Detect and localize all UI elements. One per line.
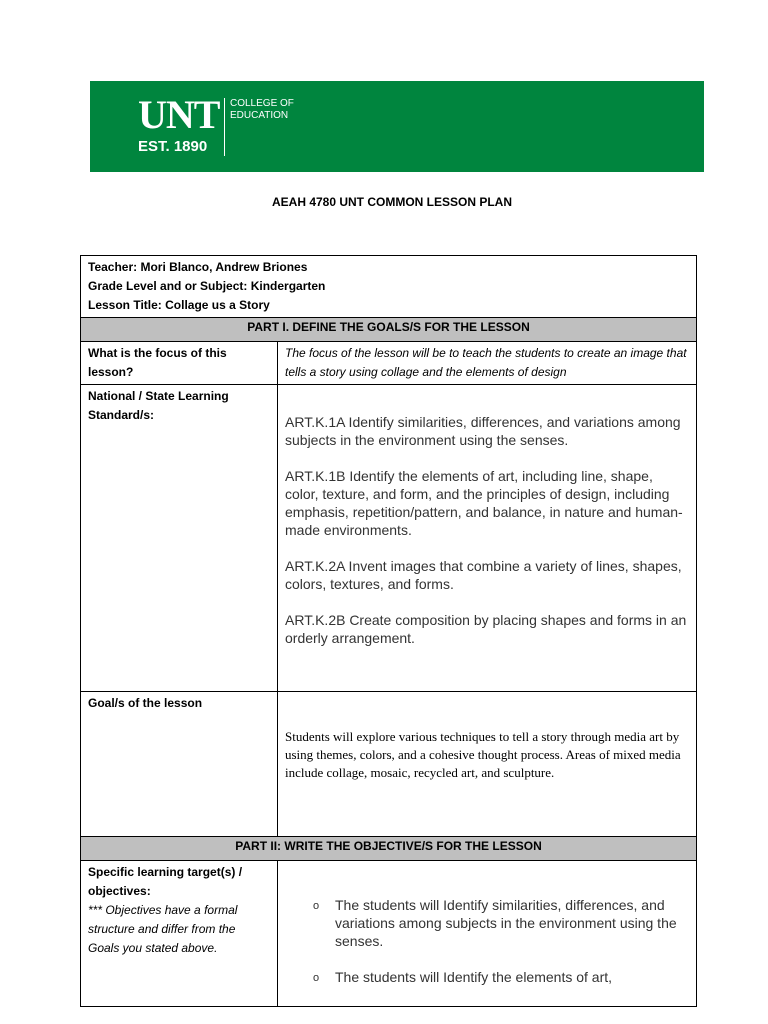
standards-row (81, 385, 697, 692)
college-name (230, 98, 294, 122)
objective-item (313, 968, 689, 986)
standards-label: National / State Learning Standard/s: (88, 389, 229, 422)
lesson-title-line: Lesson Title: Collage us a Story (88, 298, 270, 312)
part2-heading-row (81, 837, 697, 861)
bullet-circle-icon: o (313, 972, 320, 984)
standard-item: ART.K.2A Invent images that combine a variety of lines, shapes, colors, textures, and forms. (285, 558, 682, 592)
grade-line: Grade Level and or Subject: Kindergarten (88, 279, 326, 293)
objectives-label: Specific learning target(s) / objectives: (88, 865, 243, 898)
focus-label-cell (81, 342, 278, 385)
focus-text: The focus of the lesson will be to teach the students to create an image that tells a story using collage and the elements of design (285, 346, 687, 379)
objectives-list (285, 896, 689, 986)
objective-text: The students will Identify similarities, differences, and variations among subjects in the environment using the senses. (335, 897, 677, 949)
standard-item: ART.K.1A Identify similarities, differences, and variations among subjects in the environment using the senses. (285, 414, 681, 448)
unt-banner (90, 81, 704, 172)
goals-text: Students will explore various techniques to tell a story through media art by using themes, colors, and a cohesive thought process. Areas of mixed media include collage, mosaic, recycled art, and sculpture. (285, 729, 681, 780)
objective-item (313, 896, 689, 950)
focus-text-cell (278, 342, 697, 385)
unt-logo-est: EST. 1890 (138, 138, 208, 155)
header-row (81, 256, 697, 318)
goals-text-cell (278, 692, 697, 837)
focus-label: What is the focus of this lesson? (88, 346, 227, 379)
part1-heading: PART I. DEFINE THE GOALS/S FOR THE LESSON (81, 318, 697, 342)
goals-label-cell (81, 692, 278, 837)
standard-item: ART.K.1B Identify the elements of art, including line, shape, color, texture, and form, and the principles of design, including emphasis, repetition/pattern, and balance, in nature and human-made environments. (285, 468, 683, 538)
part1-heading-row (81, 318, 697, 342)
college-line-1: COLLEGE OF (230, 98, 294, 109)
teacher-line: Teacher: Mori Blanco, Andrew Briones (88, 260, 308, 274)
part2-heading: PART II: WRITE THE OBJECTIVE/S FOR THE LESSON (81, 837, 697, 861)
standards-label-cell (81, 385, 278, 692)
objectives-label-cell (81, 861, 278, 1007)
objectives-row (81, 861, 697, 1007)
document-title: AEAH 4780 UNT COMMON LESSON PLAN (271, 195, 513, 209)
lesson-plan-table (80, 255, 697, 1007)
unt-logo-word: UNT (138, 92, 220, 137)
goals-label: Goal/s of the lesson (88, 696, 203, 710)
objectives-list-cell (278, 861, 697, 1007)
logo-divider (224, 98, 225, 156)
goals-row (81, 692, 697, 837)
objective-text: The students will Identify the elements of art, (335, 969, 613, 985)
college-line-2: EDUCATION (230, 110, 289, 121)
objectives-note: *** Objectives have a formal structure and differ from the Goals you stated above. (88, 903, 238, 955)
standard-item: ART.K.2B Create composition by placing shapes and forms in an orderly arrangement. (285, 612, 687, 646)
standards-list-cell (278, 385, 697, 692)
header-cell (81, 256, 697, 318)
bullet-circle-icon: o (313, 900, 320, 912)
focus-row (81, 342, 697, 385)
